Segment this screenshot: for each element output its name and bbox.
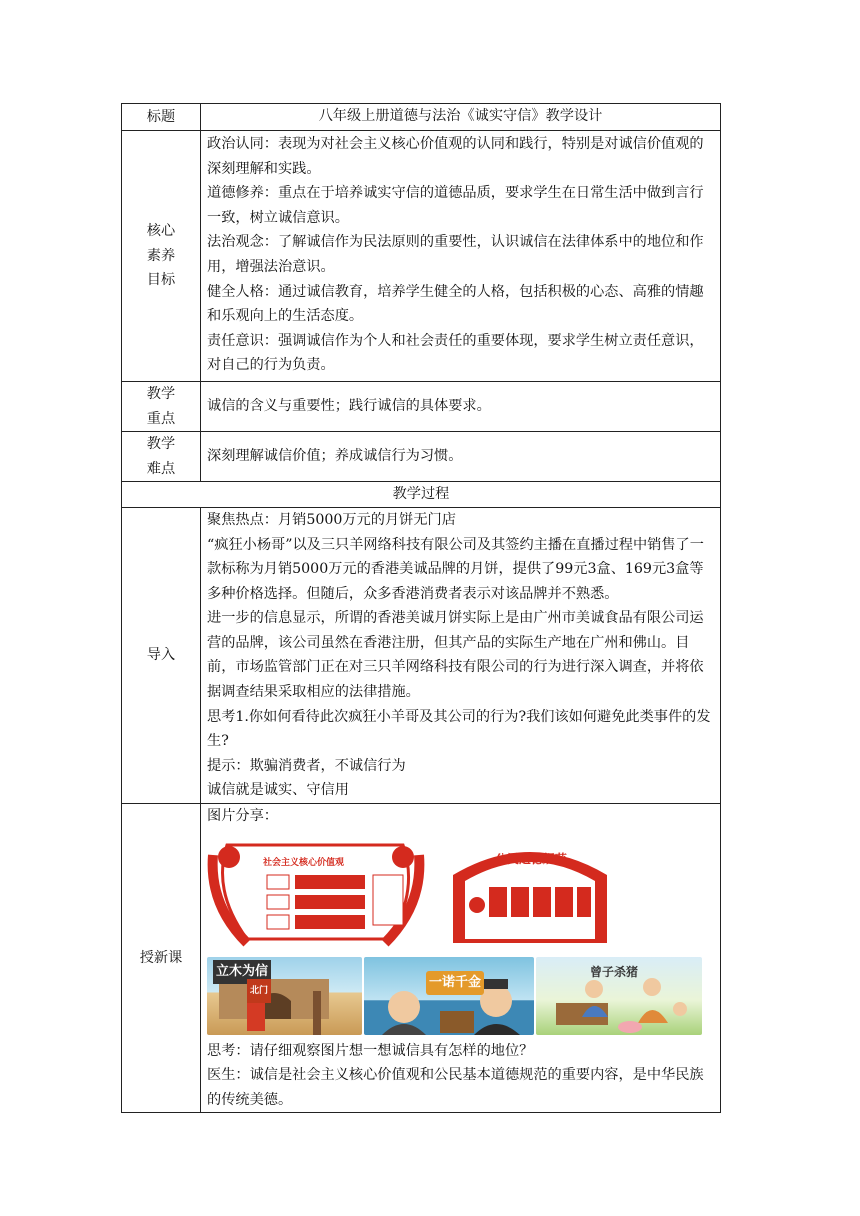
difficult-point-row xyxy=(122,432,721,482)
li-mu-wei-xin-image xyxy=(207,957,362,1035)
new-lesson-row xyxy=(122,804,721,1113)
intro-hint: 提示：欺骗消费者，不诚信行为 xyxy=(207,757,406,774)
goal-moral: 道德修养：重点在于培养诚实守信的道德品质，要求学生在日常生活中做到言行一致，树立诚信意识。 xyxy=(207,185,704,226)
title-row xyxy=(122,104,721,131)
bei-men-caption: 北门 xyxy=(247,979,271,1004)
goal-personality: 健全人格：通过诚信教育，培养学生健全的人格，包括积极的心态、高雅的情趣和乐观向上的生活态度。 xyxy=(207,283,704,325)
intro-definition: 诚信就是诚实、守信用 xyxy=(207,782,349,799)
core-literacy-content xyxy=(201,131,721,382)
intro-info: 进一步的信息显示，所谓的香港美诚月饼实际上是由广州市美诚食品有限公司运营的品牌，该公司虽然在香港注册，但其产品的实际生产地在广州和佛山。目前，市场监管部门正在对三只羊网络科技有限公司的行为进行深入调查，并将依据调查结果采取相应的法律措施。 xyxy=(207,610,704,701)
li-mu-wei-xin-caption: 立木为信 xyxy=(213,960,271,985)
new-lesson-label: 授新课 xyxy=(122,804,201,1113)
new-lesson-content xyxy=(201,804,721,1113)
intro-hotspot: 聚焦热点：月销5000万元的月饼无门店 xyxy=(207,511,456,528)
goal-responsibility: 责任意识：强调诚信作为个人和社会责任的重要体现，要求学生树立责任意识，对自己的行为负责。 xyxy=(207,332,704,374)
yi-nuo-qian-jin-caption: 一诺千金 xyxy=(426,971,484,996)
goal-political: 政治认同：表现为对社会主义核心价值观的认同和践行，特别是对诚信价值观的深刻理解和实践。 xyxy=(207,136,704,177)
core-literacy-label: 核心 素养 目标 xyxy=(122,131,201,382)
new-lesson-question: 思考：请仔细观察图片想一想诚信具有怎样的地位？ xyxy=(207,1042,534,1059)
title-value: 八年级上册道德与法治《诚实守信》教学设计 xyxy=(201,104,721,131)
core-literacy-row xyxy=(122,131,721,382)
difficult-point-label: 教学 难点 xyxy=(122,432,201,482)
zeng-zi-sha-zhu-caption: 曾子杀猪 xyxy=(590,964,639,979)
intro-row xyxy=(122,507,721,803)
picture-share-label: 图片分享： xyxy=(207,808,278,825)
difficult-point-text: 深刻理解诚信价值；养成诚信行为习惯。 xyxy=(201,432,721,482)
process-header-row xyxy=(122,482,721,508)
intro-content xyxy=(201,507,721,803)
key-point-row xyxy=(122,381,721,431)
intro-label: 导入 xyxy=(122,507,201,803)
civic-moral-caption: 公民道德规范 xyxy=(495,851,568,866)
picture-gallery xyxy=(207,829,714,1039)
process-header: 教学过程 xyxy=(122,482,721,508)
zeng-zi-sha-zhu-image xyxy=(536,957,702,1035)
socialist-values-image xyxy=(207,835,425,947)
title-label: 标题 xyxy=(122,104,201,131)
goal-law: 法治观念：了解诚信作为民法原则的重要性，认识诚信在法律体系中的地位和作用，增强法治意识。 xyxy=(207,234,704,275)
intro-case: “疯狂小杨哥”以及三只羊网络科技有限公司及其签约主播在直播过程中销售了一款标称为月销5000万元的香港美诚品牌的月饼，提供了99元3盒、169元3盒等多种价格选择。但随后，众多香港消费者表示对该品牌并不熟悉。 xyxy=(207,536,704,602)
socialist-values-caption: 社会主义核心价值观 xyxy=(263,857,345,868)
lesson-plan-table xyxy=(121,103,721,1113)
key-point-label: 教学 重点 xyxy=(122,381,201,431)
civic-moral-image xyxy=(443,835,617,947)
key-point-text: 诚信的含义与重要性；践行诚信的具体要求。 xyxy=(201,381,721,431)
yi-nuo-qian-jin-image xyxy=(364,957,534,1035)
new-lesson-answer: 医生：诚信是社会主义核心价值观和公民基本道德规范的重要内容，是中华民族的传统美德。 xyxy=(207,1067,704,1108)
intro-question: 思考1.你如何看待此次疯狂小羊哥及其公司的行为?我们该如何避免此类事件的发生? xyxy=(207,708,711,750)
